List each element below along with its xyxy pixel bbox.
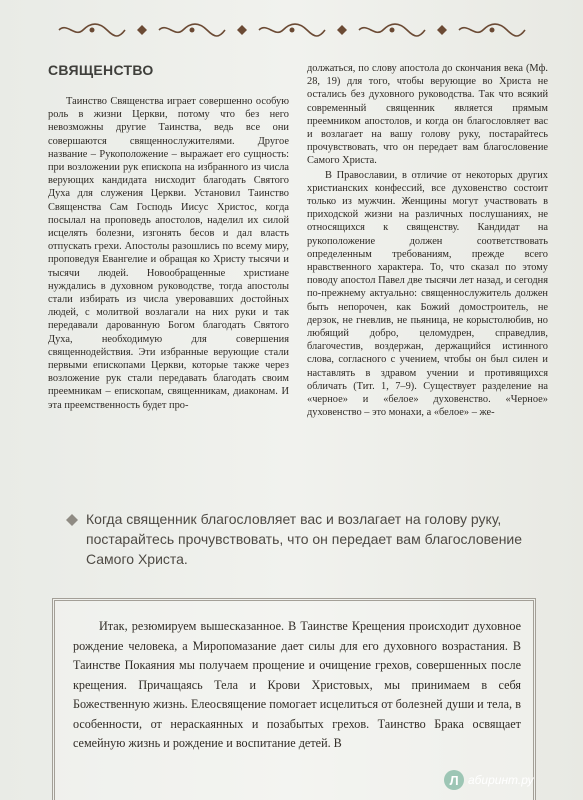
body-paragraph: Таинство Священства играет совершенно особую роль в жизни Церкви, потому что без него невозможны другие Таинства, ведь все они совершаются священнослужителями. Другое название – Рукоположение – выражает его сущность: при возложении рук епископа на избранного из числа верующих кандидата нисходит благодать Святого Духа для служения Церкви. Установил Таинство Священства Сам Господь Иисус Христос, когда посылал на проповедь апостолов, наделил их силой исцелять болезни, изгонять бесов и дал власть отпускать грехи. Апостолы разошлись по всему миру, проповедуя Евангелие и обращая ко Христу тысячи и тысячи людей. Новообращенные христиане нуждались в духовном руководстве, тогда апостолы стали избирать из числа уверовавших достойных людей, с молитвой возлагали на них руки и так передавали дарованную Богом благодать Святого Духа, необходимую для совершения священнодействия. Эти избранные верующие стали первыми епископами Церкви, которые также через возложение рук стали передавать благодать своим преемникам – епископам, священникам, диаконам. И эта преемственность будет про- [48, 96, 289, 411]
ornament-scroll-icon [457, 21, 527, 39]
article-body [48, 62, 548, 494]
watermark-text: абиринт.ру [468, 773, 534, 787]
ornament-scroll-icon [57, 21, 127, 39]
section-title: СВЯЩЕНСТВО [48, 62, 154, 78]
ornament-scroll-icon [257, 21, 327, 39]
pull-quote-text: Когда священник благословляет вас и возлагает на голову руку, постарайтесь прочувствовать, что он передает вам благословение Самого Христа. [86, 511, 523, 567]
top-ornament-border [0, 18, 583, 42]
watermark-badge: Л [444, 770, 464, 790]
ornament-scroll-icon [357, 21, 427, 39]
ornament-diamond-icon [337, 25, 347, 35]
body-paragraph: В Православии, в отличие от некоторых других христианских конфессий, все духовенство состоит только из мужчин. Женщины могут участвовать в приходской жизни на различных послушаниях, не относящихся к священству. Кандидат на рукоположение должен соответствовать определенным требованиям, прежде всего нравственного характера. То, что сказал по этому поводу апостол Павел две тысячи лет назад, и сегодня по-прежнему актуально: священнослужитель должен быть непорочен, как Божий домостроитель, не дерзок, не гневлив, не пьяница, не корыстолюбив, но любящий добро, целомудрен, справедлив, благочестив, воздержан, держащийся истинного слова, согласного с учением, чтобы он был силен и наставлять в здравом учении и противящихся обличать (Тит. 1, 7–9). Существует разделение на «черное» и «белое» духовенство. «Черное» духовенство – это монахи, а «белое» – же- [307, 169, 548, 419]
ornament-diamond-icon [237, 25, 247, 35]
ornament-scroll-icon [157, 21, 227, 39]
summary-text: Итак, резюмируем вышесказанное. В Таинстве Крещения происходит духовное рождение человека, а Миропомазание дает силы для его духовного возрастания. В Таинстве Покаяния мы получаем прощение и очищение грехов, совершенных после крещения. Причащаясь Тела и Крови Христовых, мы принимаем в себя Божественную жизнь. Елеосвящение помогает исцелиться от болезней души и тела, в особенности, от нераскаянных и позабытых грехов. Таинство Брака освящает семейную жизнь и рождение и воспитание детей. В [73, 619, 521, 750]
left-column [48, 62, 289, 494]
labirint-watermark [444, 764, 580, 796]
ornament-diamond-icon [137, 25, 147, 35]
ornament-diamond-icon [437, 25, 447, 35]
right-column [307, 62, 548, 494]
body-paragraph-continued: должаться, по слову апостола до скончания века (Мф. 28, 19) для того, чтобы верующие во Христа не остались без духовного руководства. Так что всякий современный священник является прямым преемником апостолов, и когда он благословляет вас и возлагает на вашу голову руку, постарайтесь прочувствовать, что он передает вам благословение Самого Христа. [307, 63, 548, 167]
quote-diamond-icon [66, 514, 78, 526]
pull-quote [66, 509, 526, 577]
